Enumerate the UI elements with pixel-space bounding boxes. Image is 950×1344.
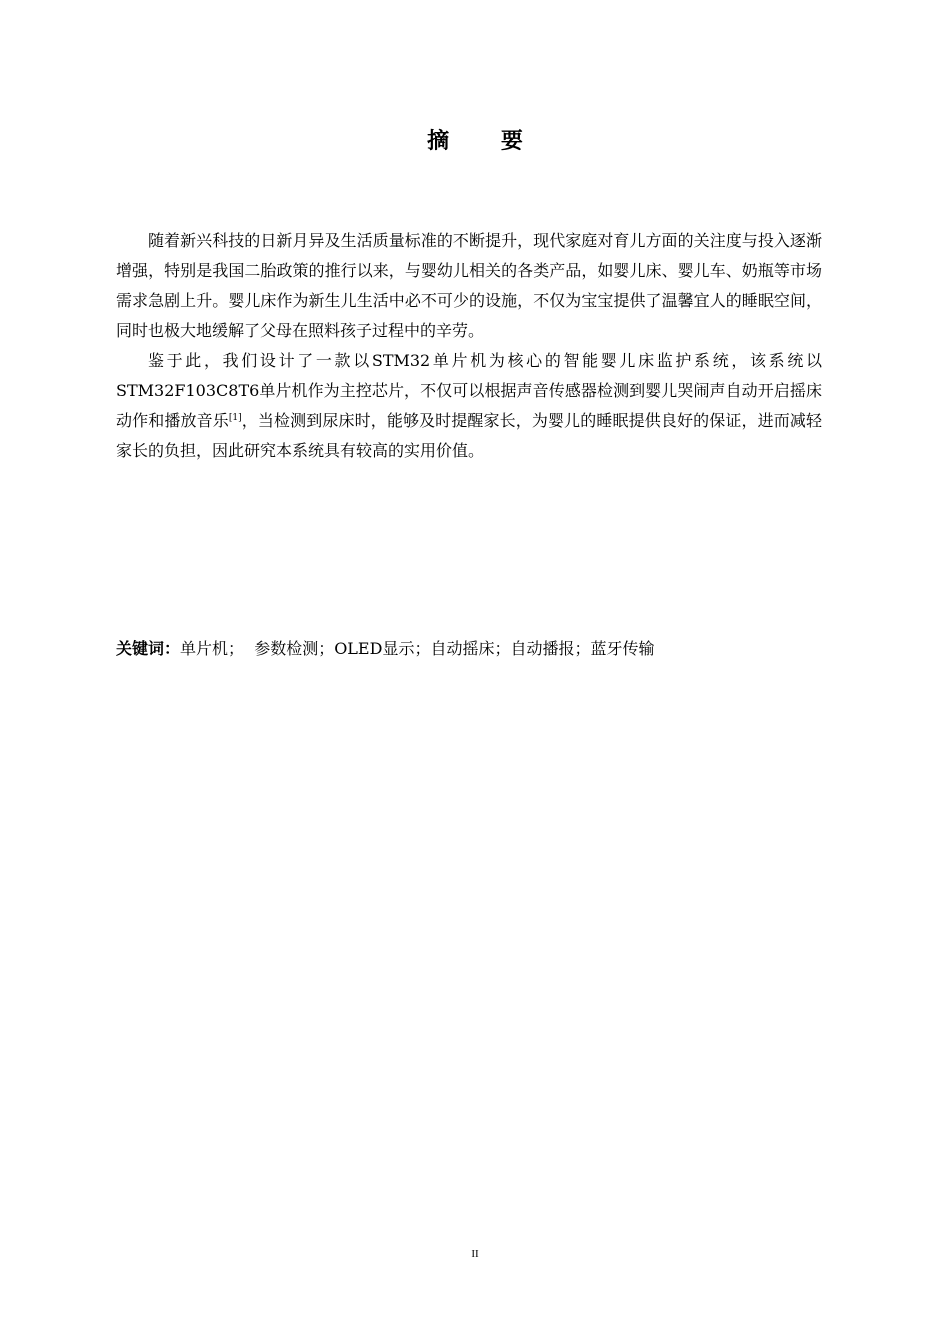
page-number: II bbox=[471, 1248, 479, 1260]
paragraph-2-text-after-citation: ，当检测到尿床时，能够及时提醒家长，为婴儿的睡眠提供良好的保证，进而减轻家长的负担，因此研究本系统具有较高的实用价值。 bbox=[116, 411, 822, 460]
citation-marker: [1] bbox=[228, 413, 242, 423]
abstract-title: 摘 要 bbox=[427, 129, 545, 154]
keywords-value: 单片机； 参数检测；OLED显示；自动摇床；自动播报；蓝牙传输 bbox=[180, 639, 655, 658]
paragraph-2-text-before-citation: 鉴于此，我们设计了一款以STM32单片机为核心的智能婴儿床监护系统，该系统以STM32F103C8T6单片机作为主控芯片，不仅可以根据声音传感器检测到婴儿哭闹声自动开启摇床动作和播放音乐 bbox=[116, 351, 822, 430]
keywords-line bbox=[116, 634, 822, 664]
abstract-paragraph-2 bbox=[116, 346, 822, 466]
keywords-label: 关键词： bbox=[116, 639, 181, 658]
abstract-body bbox=[116, 226, 822, 466]
abstract-paragraph-1: 随着新兴科技的日新月异及生活质量标准的不断提升，现代家庭对育儿方面的关注度与投入逐渐增强，特别是我国二胎政策的推行以来，与婴幼儿相关的各类产品，如婴儿床、婴儿车、奶瓶等市场需求急剧上升。婴儿床作为新生儿生活中必不可少的设施，不仅为宝宝提供了温馨宜人的睡眠空间，同时也极大地缓解了父母在照料孩子过程中的辛劳。 bbox=[116, 231, 822, 340]
